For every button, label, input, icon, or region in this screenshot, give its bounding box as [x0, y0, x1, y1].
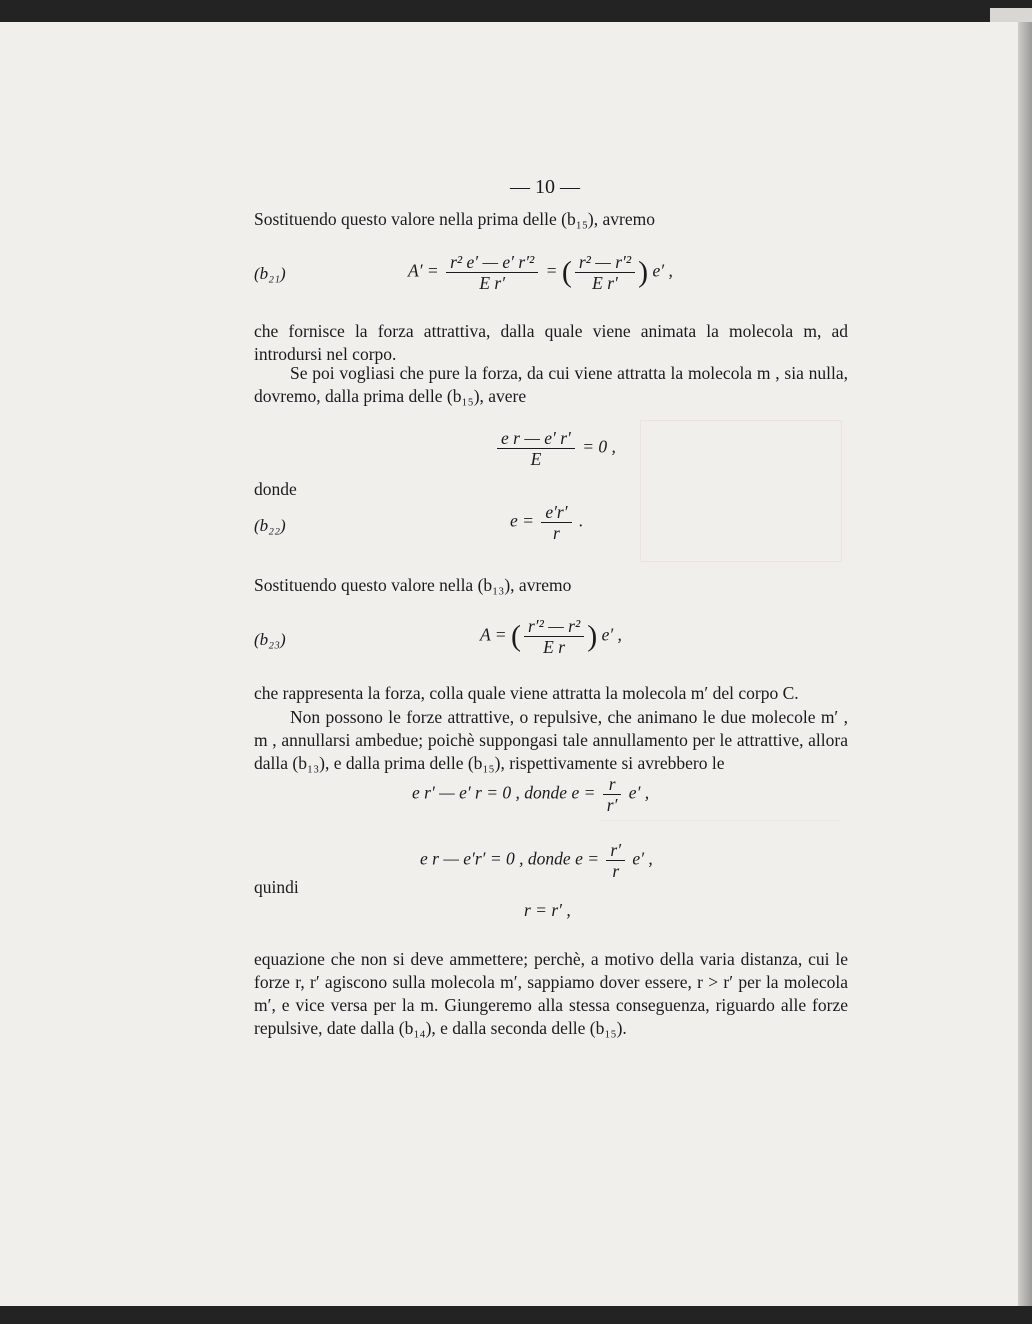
page-number: — 10 —	[510, 176, 580, 198]
equation-left: e r′ — e′ r = 0 , donde e =	[412, 782, 596, 803]
fraction-denominator: E	[530, 449, 542, 469]
equation-tail: e′ ,	[632, 848, 653, 869]
paragraph: Se poi vogliasi che pure la forza, da cui viene attratta la molecola m , sia nulla, dovremo, dalla prima delle (b₁₅), avere	[254, 363, 848, 406]
fraction-numerator: r² — r′²	[575, 252, 635, 273]
paragraph: Sostituendo questo valore nella prima delle (b₁₅), avremo	[254, 209, 655, 229]
equation-tail: e′ ,	[652, 260, 673, 281]
fraction-numerator: r² e′ — e′ r′²	[446, 252, 538, 273]
equation-label: (b₂₂)	[254, 516, 286, 535]
fraction	[497, 428, 575, 469]
paragraph: equazione che non si deve ammettere; perchè, a motivo della varia distanza, cui le forze r, r′ agiscono sulla molecola m′, sappiamo dover essere, r > r′ per la molecola m′, e vice versa per la m. Giungeremo alla stessa conseguenza, riguardo alle forze repulsive, date dalla (b₁₄), e dalla seconda delle (b₁₅).	[254, 949, 848, 1038]
fraction	[446, 252, 538, 293]
equation-line-1	[412, 774, 649, 815]
fraction-denominator: r′	[606, 795, 618, 815]
fraction	[541, 502, 571, 543]
equation-zero	[494, 428, 616, 469]
fraction-numerator: e′r′	[541, 502, 571, 523]
equation-tail: e′ ,	[628, 782, 650, 803]
equation-left: e r — e′r′ = 0 , donde e =	[420, 848, 600, 869]
fraction-numerator: r′² — r²	[524, 616, 584, 637]
scan-top-border	[0, 0, 1032, 22]
word-donde: donde	[254, 479, 297, 499]
fraction-denominator: E r′	[592, 273, 618, 293]
equation-b21	[408, 252, 673, 293]
equation-line-2	[420, 840, 653, 881]
paren-close: )	[638, 255, 649, 289]
fraction-denominator: E r′	[479, 273, 506, 293]
fraction-denominator: r	[553, 523, 560, 543]
equation-rhs: = 0 ,	[582, 436, 616, 457]
paragraph: Non possono le forze attrattive, o repulsive, che animano le due molecole m′ , m , annullarsi ambedue; poichè suppongasi tale annullamento per le attrattive, allora dalla (b₁₃), e dalla prima delle (b₁₅), rispettivamente si avrebbero le	[254, 707, 848, 773]
word-quindi: quindi	[254, 877, 299, 897]
fraction-numerator: r	[603, 774, 622, 795]
equation-b22	[510, 502, 583, 543]
equation-label: (b₂₃)	[254, 630, 286, 649]
fraction-denominator: r	[612, 861, 620, 881]
paren-open: (	[561, 255, 572, 289]
paragraph: che rappresenta la forza, colla quale viene attratta la molecola m′ del corpo C.	[254, 683, 799, 703]
equation-lhs: e =	[510, 510, 534, 531]
fraction	[575, 252, 635, 293]
equation-r-equals-rprime: r = r′ ,	[524, 900, 571, 920]
equation-tail: .	[578, 510, 584, 531]
paren-close: )	[587, 619, 598, 653]
equation-tail: e′ ,	[601, 624, 622, 645]
paren-open: (	[510, 619, 521, 653]
fraction-numerator: r′	[606, 840, 625, 861]
scan-right-edge	[1018, 22, 1032, 1324]
scan-bottom-border	[0, 1306, 1032, 1324]
paragraph: che fornisce la forza attrattiva, dalla quale viene animata la molecola m, ad introdursi nel corpo.	[254, 321, 848, 364]
fraction-numerator: e r — e′ r′	[497, 428, 575, 449]
equation-b23	[480, 616, 622, 657]
fraction	[524, 616, 584, 657]
equation-lhs: A =	[480, 624, 507, 645]
scan-top-gap	[990, 8, 1032, 22]
equation-label: (b₂₁)	[254, 264, 286, 283]
equation-lhs: A′ =	[408, 260, 439, 281]
equals-sign: =	[545, 260, 558, 281]
fraction	[606, 840, 625, 881]
fraction-denominator: E r	[543, 637, 565, 657]
paragraph: Sostituendo questo valore nella (b₁₃), avremo	[254, 575, 572, 595]
fraction	[603, 774, 622, 815]
